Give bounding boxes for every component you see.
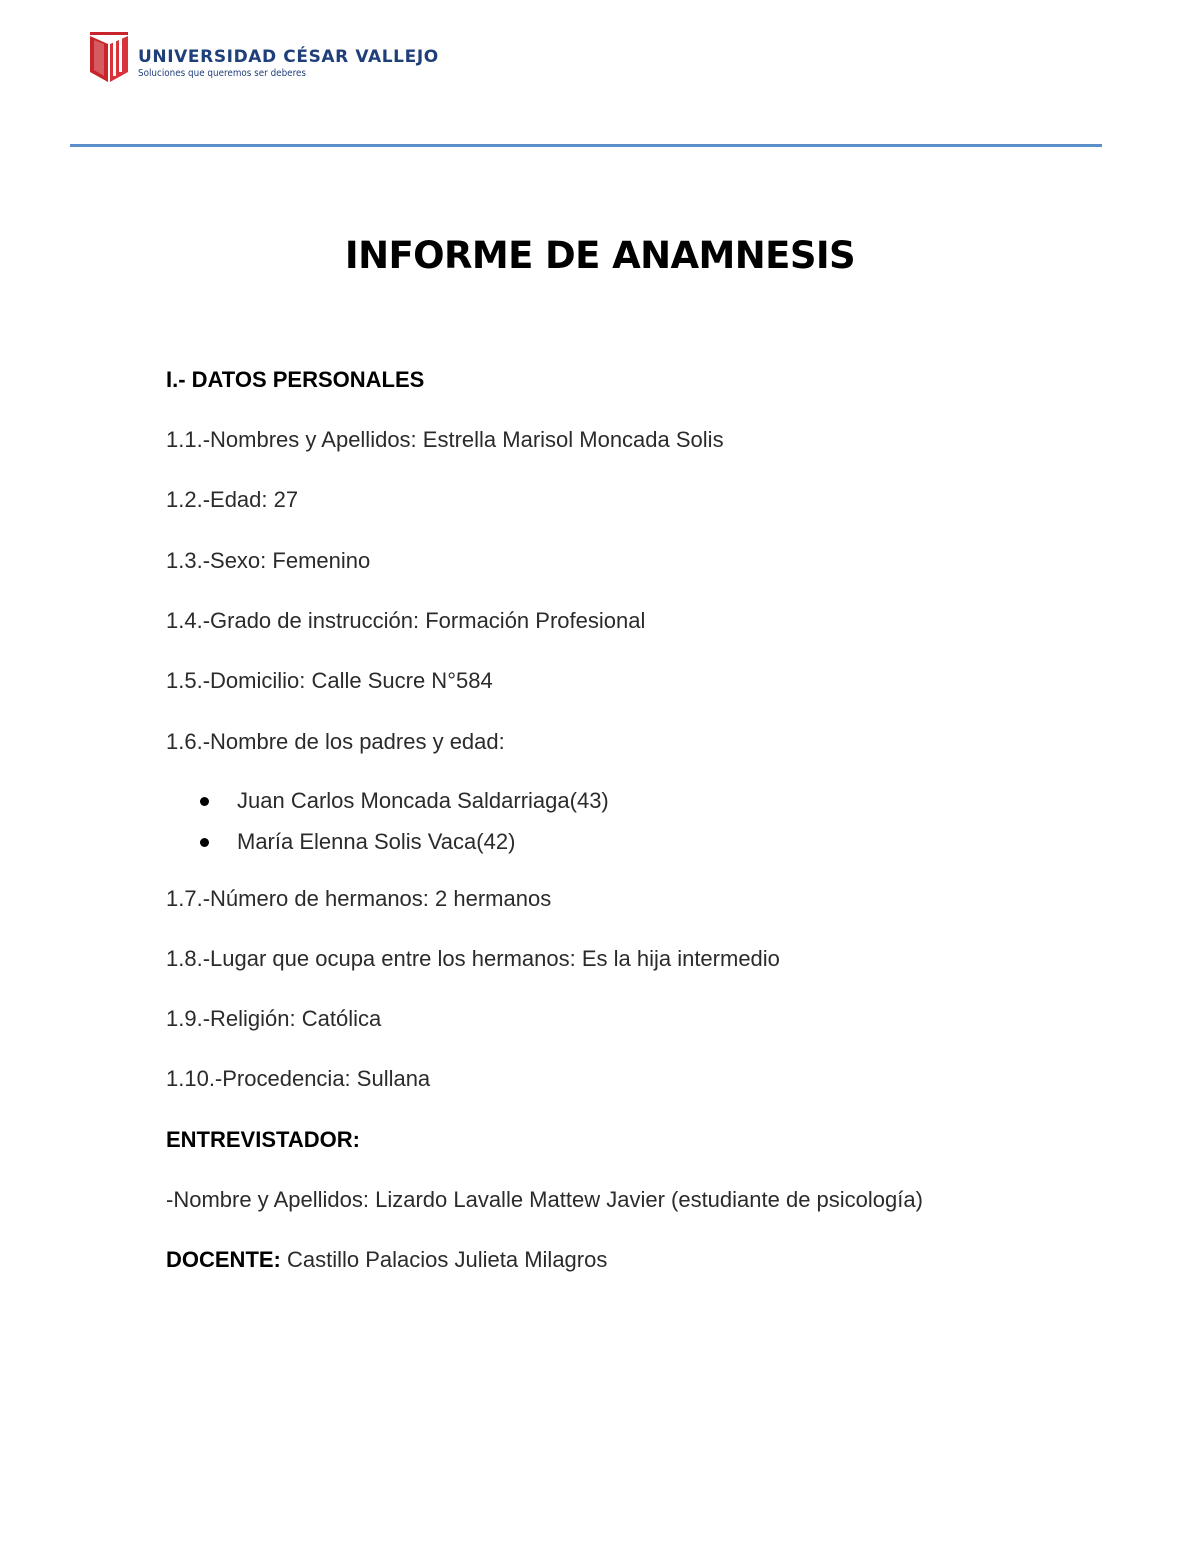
bullet-icon — [200, 797, 209, 806]
header-divider — [70, 144, 1102, 147]
university-name: UNIVERSIDAD CÉSAR VALLEJO — [138, 47, 439, 67]
field-age: 1.2.-Edad: 27 — [166, 487, 299, 512]
field-origin: 1.10.-Procedencia: Sullana — [166, 1066, 431, 1091]
document-title: INFORME DE ANAMNESIS — [344, 234, 856, 277]
field-siblings: 1.7.-Número de hermanos: 2 hermanos — [166, 886, 552, 911]
field-sibling-position: 1.8.-Lugar que ocupa entre los hermanos: Es la hija intermedio — [166, 946, 780, 971]
field-sex: 1.3.-Sexo: Femenino — [166, 548, 371, 573]
field-full-name: 1.1.-Nombres y Apellidos: Estrella Marisol Moncada Solis — [166, 427, 724, 452]
university-shield-icon — [88, 30, 130, 84]
teacher-label: DOCENTE: — [166, 1247, 281, 1272]
field-education: 1.4.-Grado de instrucción: Formación Profesional — [166, 608, 646, 633]
field-address: 1.5.-Domicilio: Calle Sucre N°584 — [166, 668, 493, 693]
interviewer-name: -Nombre y Apellidos: Lizardo Lavalle Mattew Javier (estudiante de psicología) — [166, 1187, 923, 1212]
field-religion: 1.9.-Religión: Católica — [166, 1006, 382, 1031]
university-tagline: Soluciones que queremos ser deberes — [138, 68, 307, 79]
teacher-name: Castillo Palacios Julieta Milagros — [280, 1247, 608, 1272]
field-parents: 1.6.-Nombre de los padres y edad: — [166, 729, 505, 754]
university-logo — [88, 30, 439, 86]
parent-name: Juan Carlos Moncada Saldarriaga(43) — [237, 788, 609, 813]
parent-name: María Elenna Solis Vaca(42) — [237, 829, 516, 854]
bullet-icon — [200, 838, 209, 847]
list-item-parent — [200, 788, 609, 814]
teacher-line — [166, 1247, 607, 1273]
interviewer-heading: ENTREVISTADOR: — [166, 1127, 360, 1152]
section-heading-personal-data: I.- DATOS PERSONALES — [166, 367, 425, 392]
list-item-parent — [200, 829, 515, 855]
